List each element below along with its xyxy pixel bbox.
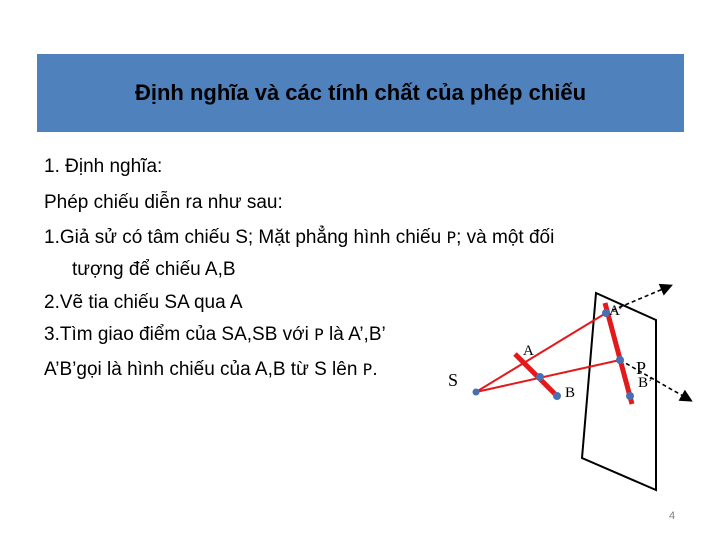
- text-line-7-part-2: .: [372, 359, 378, 380]
- text-line-3-part-2: ; và một đối: [456, 227, 555, 248]
- label-b-prime: B’: [638, 375, 653, 391]
- point-b-prime: [616, 356, 624, 364]
- text-line-4: tượng để chiếu A,B: [72, 259, 236, 280]
- label-b: B: [565, 385, 576, 401]
- text-line-5: 2.Vẽ tia chiếu SA qua A: [44, 292, 243, 313]
- plane-symbol: P: [314, 325, 324, 344]
- slide-title: Định nghĩa và các tính chất của phép chiếu: [134, 80, 587, 105]
- projection-plane: [582, 293, 656, 490]
- point-b: [553, 392, 561, 400]
- point-a: [536, 373, 544, 381]
- label-plane-p: P: [636, 358, 647, 378]
- text-line-6-part-1: 3.Tìm giao điểm của SA,SB với: [44, 324, 315, 345]
- page-number: 4: [669, 510, 676, 522]
- label-a: A: [523, 343, 534, 359]
- label-s: S: [448, 370, 459, 390]
- point-b-prime-end: [626, 392, 634, 400]
- point-s: [473, 389, 480, 396]
- text-line-1: 1. Định nghĩa:: [44, 156, 163, 177]
- plane-symbol: P: [362, 360, 373, 379]
- plane-symbol: P: [446, 228, 457, 247]
- text-line-3-part-1: 1.Giả sử có tâm chiếu S; Mặt phẳng hình chiếu: [44, 227, 447, 248]
- text-line-2: Phép chiếu diễn ra như sau:: [44, 192, 283, 213]
- text-line-6-part-2: là A’,B’: [323, 324, 386, 345]
- text-line-7-part-1: A’B’gọi là hình chiếu của A,B từ S lên: [44, 359, 363, 380]
- label-a-prime: A’: [609, 303, 624, 319]
